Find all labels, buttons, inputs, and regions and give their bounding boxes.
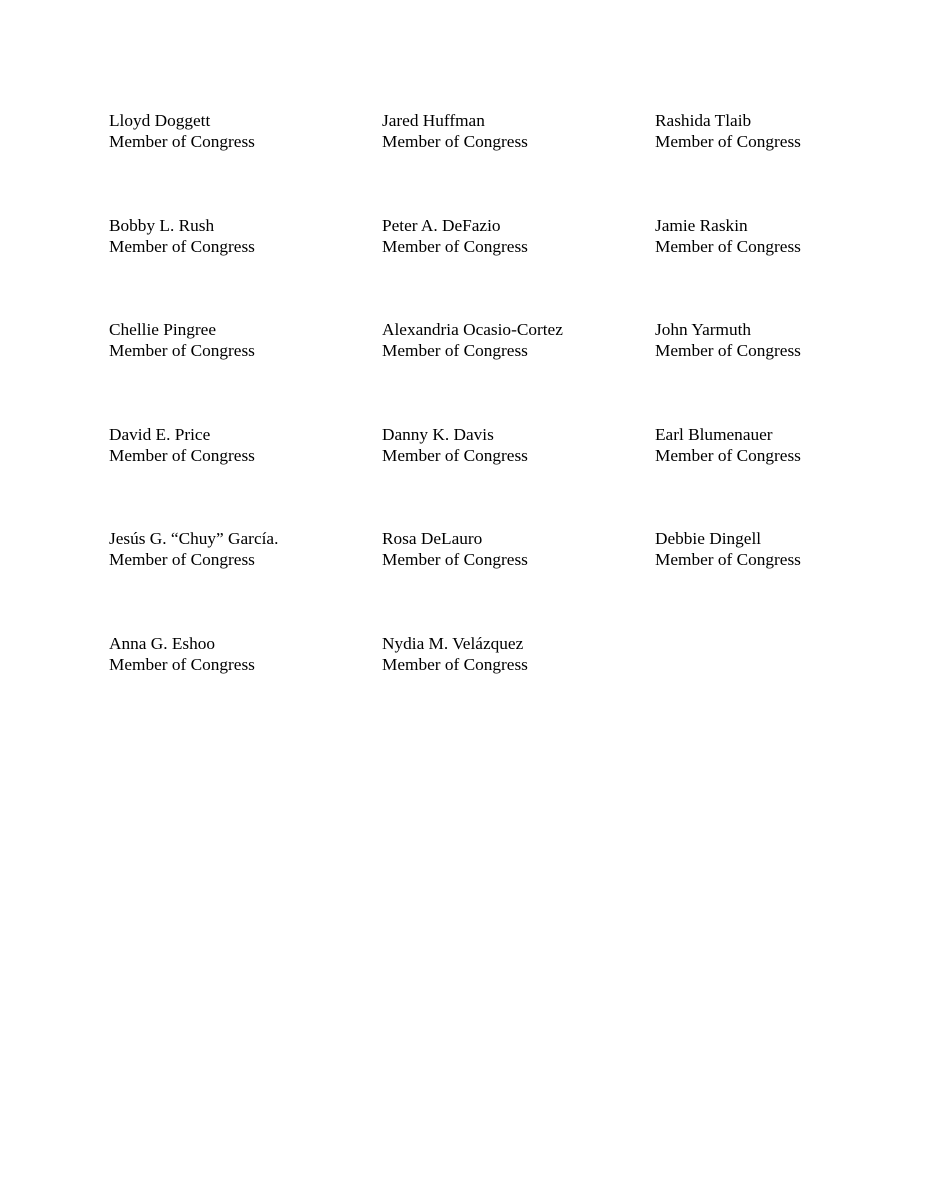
signatory-title: Member of Congress [109, 654, 255, 674]
signatory-name: Debbie Dingell [655, 529, 762, 549]
signatory-name: John Yarmuth [655, 320, 752, 340]
signatory [109, 528, 382, 633]
signatory [382, 319, 655, 424]
signatory-title: Member of Congress [655, 236, 801, 256]
signatory-name: Jared Huffman [382, 111, 485, 130]
signatory-name: Jesús G. “Chuy” García. [109, 529, 279, 549]
signatory-title: Member of Congress [109, 236, 255, 256]
signatory-name: Lloyd Doggett [109, 111, 211, 130]
signatory-title: Member of Congress [655, 445, 801, 465]
signatory-name: David E. Price [109, 424, 211, 444]
signatory-title: Member of Congress [655, 550, 801, 570]
signatory-name: Earl Blumenauer [655, 424, 773, 444]
signatory-name: Bobby L. Rush [109, 215, 215, 235]
signatory-name: Danny K. Davis [382, 424, 494, 444]
signatory [109, 633, 382, 738]
signatory [655, 110, 895, 215]
signatory-name: Rosa DeLauro [382, 529, 483, 549]
signatory-name: Rashida Tlaib [655, 111, 752, 130]
signatory [655, 528, 895, 633]
signatory-title: Member of Congress [382, 445, 528, 465]
signatory-name: Nydia M. Velázquez [382, 633, 524, 653]
signatory-title: Member of Congress [109, 550, 255, 570]
signatory-title: Member of Congress [382, 236, 528, 256]
signatory-name: Peter A. DeFazio [382, 215, 501, 235]
signatory [382, 528, 655, 633]
signatory [382, 424, 655, 529]
signatory-title: Member of Congress [109, 341, 255, 361]
signatory [655, 319, 895, 424]
signatory-name: Jamie Raskin [655, 215, 748, 235]
signature-block [109, 110, 895, 738]
signatory-title: Member of Congress [109, 445, 255, 465]
signatory-title: Member of Congress [382, 132, 528, 151]
signatory [109, 424, 382, 529]
signatory-title: Member of Congress [382, 654, 528, 674]
signatory-title: Member of Congress [655, 132, 801, 151]
signatory [655, 215, 895, 320]
signatory-name: Anna G. Eshoo [109, 633, 216, 653]
signatory-title: Member of Congress [382, 341, 528, 361]
signatory-title: Member of Congress [382, 550, 528, 570]
signatory [109, 215, 382, 320]
signatory-name: Alexandria Ocasio-Cortez [382, 320, 563, 340]
signatory-title: Member of Congress [109, 132, 255, 151]
signatory [382, 215, 655, 320]
signatory [655, 424, 895, 529]
signatory-name: Chellie Pingree [109, 320, 217, 340]
signatory [382, 633, 655, 738]
signatory-title: Member of Congress [655, 341, 801, 361]
signatory [109, 110, 382, 215]
signatory [109, 319, 382, 424]
signatory [382, 110, 655, 215]
